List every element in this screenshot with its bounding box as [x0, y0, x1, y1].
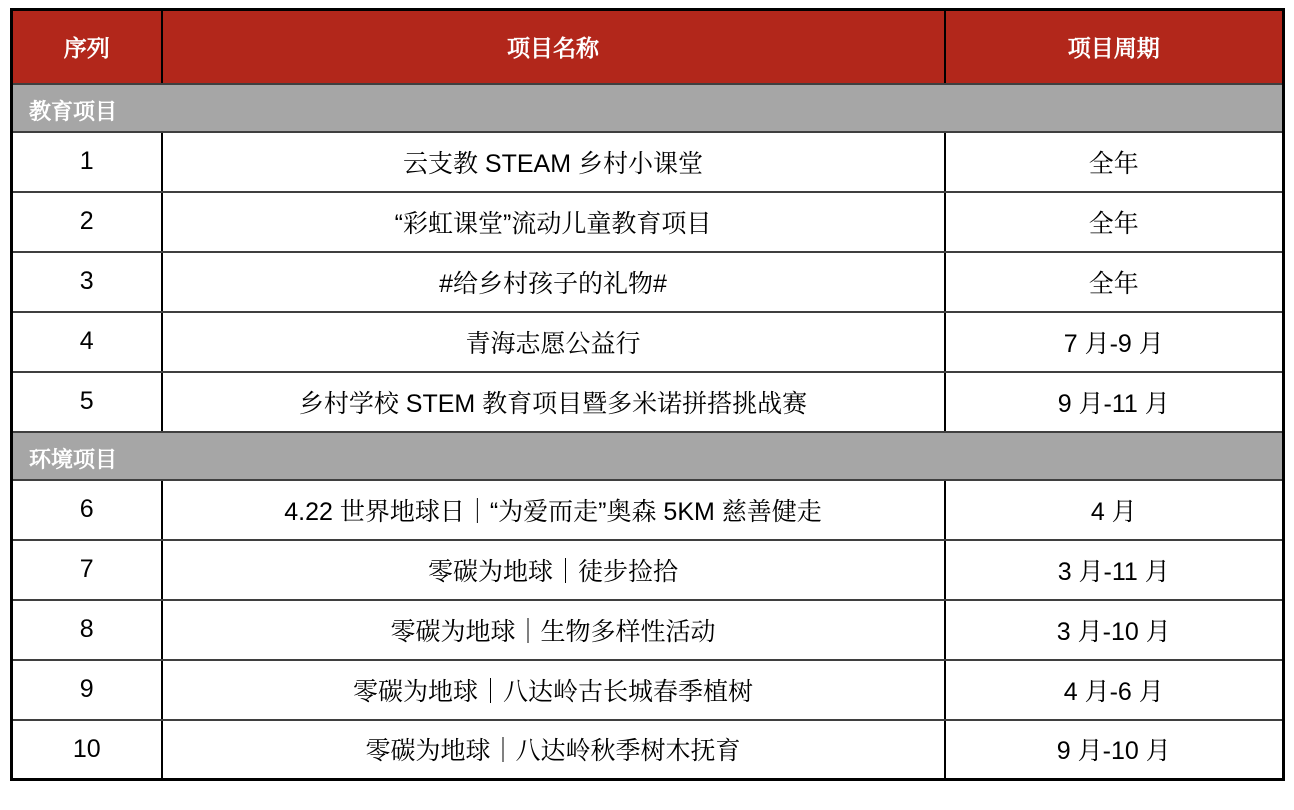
cell-project-name: “彩虹课堂”流动儿童教育项目 — [162, 192, 945, 252]
table-row — [12, 132, 1284, 192]
section-row — [12, 84, 1284, 132]
table-row — [12, 540, 1284, 600]
cell-project-period: 9 月-10 月 — [945, 720, 1284, 780]
table-row — [12, 480, 1284, 540]
cell-project-name: 乡村学校 STEM 教育项目暨多米诺拼搭挑战赛 — [162, 372, 945, 432]
table-body — [12, 84, 1284, 780]
cell-project-period: 7 月-9 月 — [945, 312, 1284, 372]
cell-serial: 10 — [12, 720, 162, 780]
section-title: 环境项目 — [12, 432, 1284, 480]
cell-serial: 9 — [12, 660, 162, 720]
header-row — [12, 10, 1284, 84]
cell-project-name: 零碳为地球｜八达岭古长城春季植树 — [162, 660, 945, 720]
cell-project-period: 9 月-11 月 — [945, 372, 1284, 432]
section-row — [12, 432, 1284, 480]
column-header-project-period: 项目周期 — [945, 10, 1284, 84]
cell-project-period: 3 月-11 月 — [945, 540, 1284, 600]
cell-project-name: #给乡村孩子的礼物# — [162, 252, 945, 312]
cell-serial: 7 — [12, 540, 162, 600]
cell-project-period: 全年 — [945, 252, 1284, 312]
cell-project-period: 全年 — [945, 192, 1284, 252]
table-row — [12, 720, 1284, 780]
cell-serial: 1 — [12, 132, 162, 192]
cell-serial: 2 — [12, 192, 162, 252]
cell-project-name: 零碳为地球｜生物多样性活动 — [162, 600, 945, 660]
table-row — [12, 660, 1284, 720]
cell-project-name: 零碳为地球｜八达岭秋季树木抚育 — [162, 720, 945, 780]
cell-project-period: 全年 — [945, 132, 1284, 192]
cell-project-name: 青海志愿公益行 — [162, 312, 945, 372]
section-title: 教育项目 — [12, 84, 1284, 132]
cell-serial: 4 — [12, 312, 162, 372]
cell-project-name: 4.22 世界地球日｜“为爱而走”奥森 5KM 慈善健走 — [162, 480, 945, 540]
projects-table — [10, 8, 1285, 781]
table-row — [12, 192, 1284, 252]
column-header-project-name: 项目名称 — [162, 10, 945, 84]
table-row — [12, 600, 1284, 660]
cell-serial: 6 — [12, 480, 162, 540]
cell-project-period: 3 月-10 月 — [945, 600, 1284, 660]
cell-project-period: 4 月-6 月 — [945, 660, 1284, 720]
cell-serial: 5 — [12, 372, 162, 432]
column-header-serial: 序列 — [12, 10, 162, 84]
table-row — [12, 312, 1284, 372]
cell-serial: 3 — [12, 252, 162, 312]
table-row — [12, 372, 1284, 432]
cell-project-period: 4 月 — [945, 480, 1284, 540]
cell-serial: 8 — [12, 600, 162, 660]
table-row — [12, 252, 1284, 312]
cell-project-name: 零碳为地球｜徒步捡拾 — [162, 540, 945, 600]
cell-project-name: 云支教 STEAM 乡村小课堂 — [162, 132, 945, 192]
